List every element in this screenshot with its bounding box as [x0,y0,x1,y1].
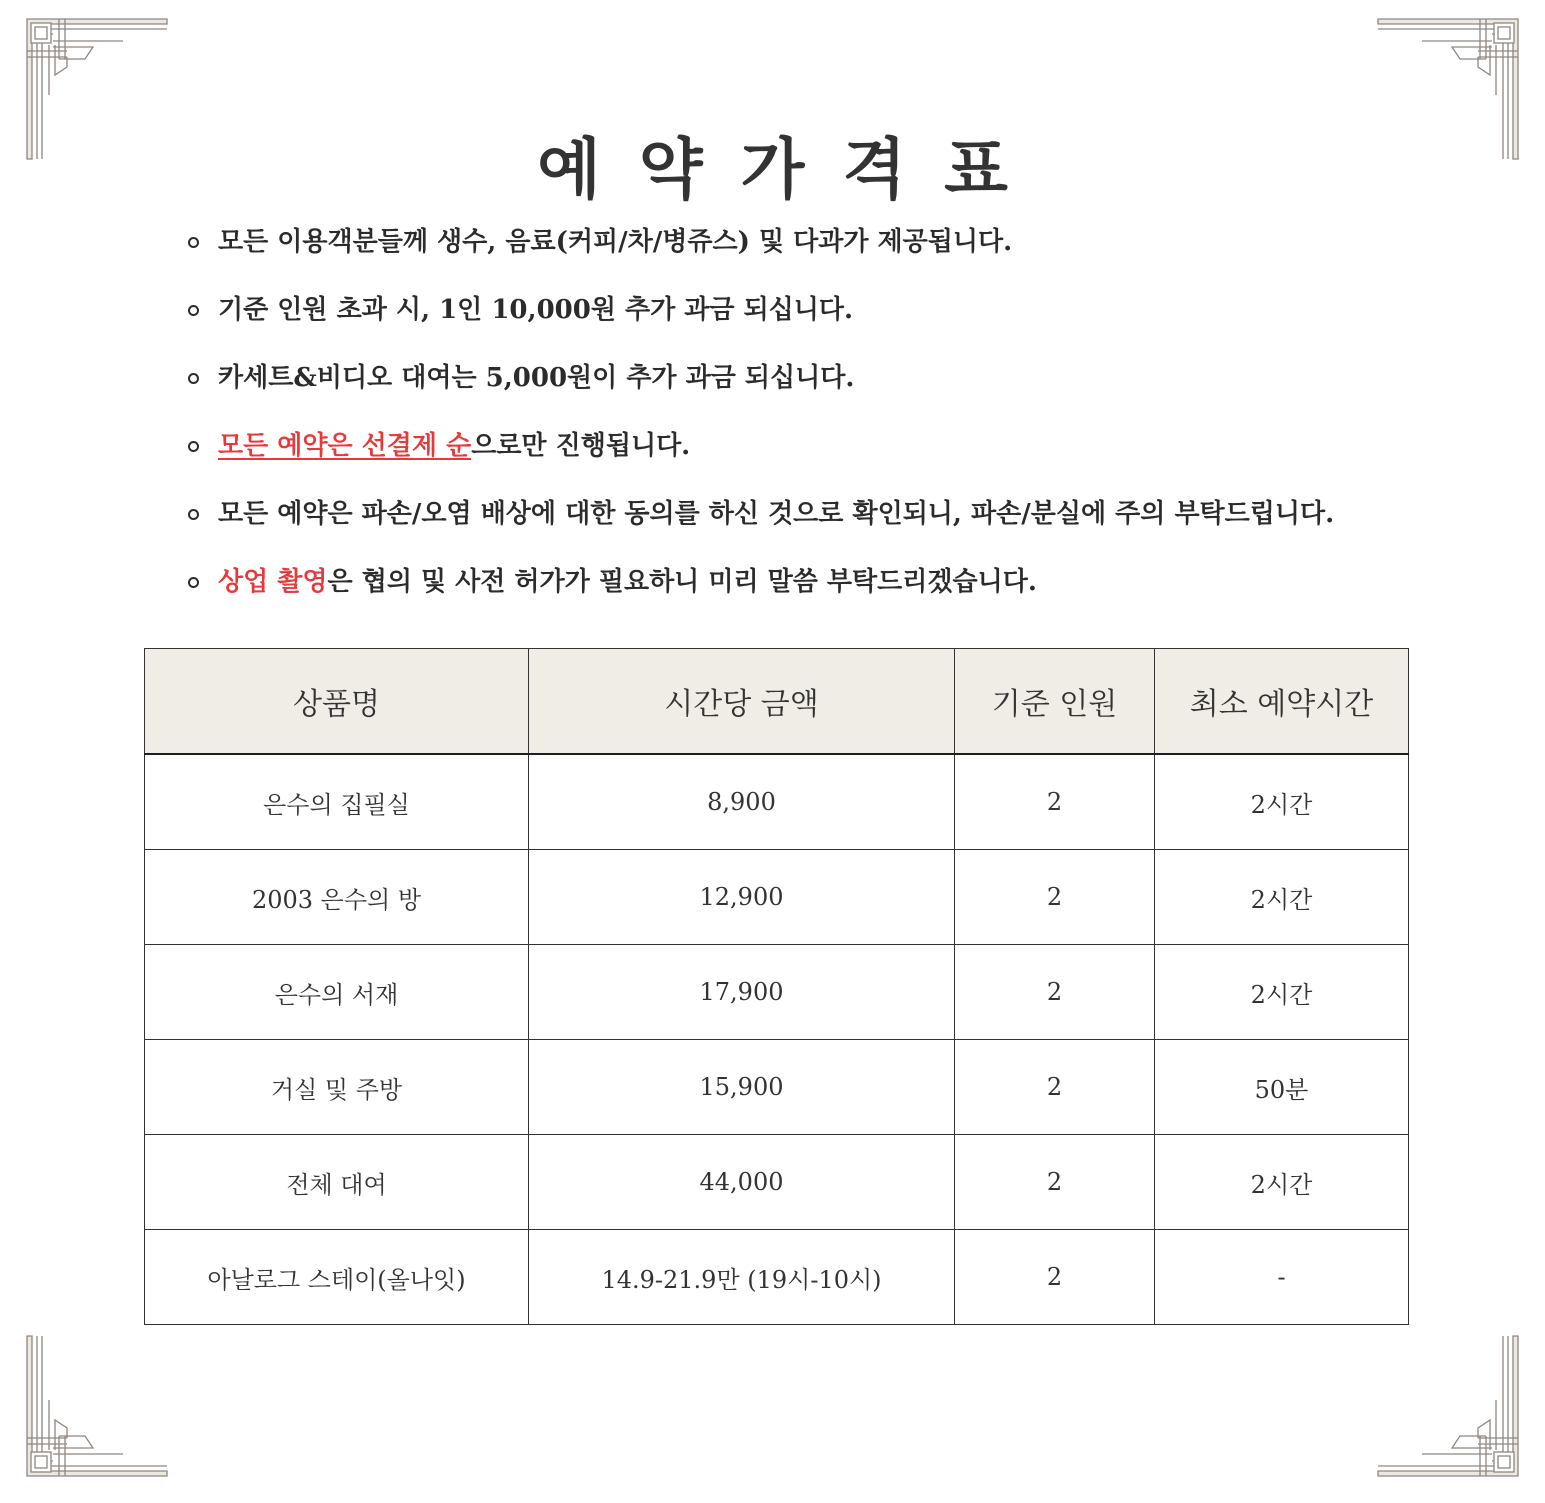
column-header-base-people: 기준 인원 [955,649,1155,755]
cell-people: 2 [955,1135,1155,1230]
notice-text: 카세트&비디오 대여는 5,000원이 추가 과금 되십니다. [218,363,855,393]
bullet-circle-icon [188,237,199,248]
table-header-row [145,649,1409,755]
cell-price: 12,900 [529,850,955,945]
cell-min-time: 2시간 [1155,1135,1409,1230]
page-title: 예약가격표 [537,131,1046,209]
cell-people: 2 [955,945,1155,1040]
notice-text: 은 협의 및 사전 허가가 필요하니 미리 말씀 부탁드리겠습니다. [327,567,1037,597]
table-row [145,754,1409,850]
bullet-circle-icon [188,577,199,588]
column-header-min-time: 최소 예약시간 [1155,649,1409,755]
price-table [144,648,1409,1325]
cell-min-time: - [1155,1230,1409,1325]
notice-text: 모든 예약은 파손/오염 배상에 대한 동의를 하신 것으로 확인되니, 파손/분실에 주의 부탁드립니다. [218,499,1335,529]
cell-people: 2 [955,1040,1155,1135]
cell-min-time: 50분 [1155,1040,1409,1135]
column-header-product: 상품명 [145,649,529,755]
cell-min-time: 2시간 [1155,945,1409,1040]
bullet-circle-icon [188,441,199,452]
cell-people: 2 [955,754,1155,850]
cell-price: 14.9-21.9만 (19시-10시) [529,1230,955,1325]
bullet-circle-icon [188,509,199,520]
corner-ornament-bottom-right [1377,1335,1522,1480]
notice-text: 으로만 진행됩니다. [471,431,691,461]
cell-people: 2 [955,850,1155,945]
corner-ornament-icon [23,1335,168,1480]
table-row [145,1230,1409,1325]
table-row [145,850,1409,945]
notice-item [185,422,1425,490]
column-header-hourly-price: 시간당 금액 [529,649,955,755]
cell-price: 44,000 [529,1135,955,1230]
table-row [145,1040,1409,1135]
corner-ornament-icon [1377,1335,1522,1480]
cell-product: 전체 대여 [145,1135,529,1230]
table-row [145,1135,1409,1230]
cell-product: 아날로그 스테이(올나잇) [145,1230,529,1325]
corner-ornament-bottom-left [23,1335,168,1480]
notice-item [185,558,1425,626]
cell-price: 8,900 [529,754,955,850]
notice-highlight-commercial: 상업 촬영 [218,567,328,597]
cell-min-time: 2시간 [1155,850,1409,945]
notice-text: 모든 이용객분들께 생수, 음료(커피/차/병쥬스) 및 다과가 제공됩니다. [218,227,1013,257]
table-row [145,945,1409,1040]
cell-product: 거실 및 주방 [145,1040,529,1135]
cell-product: 은수의 집필실 [145,754,529,850]
notice-item [185,286,1425,354]
cell-price: 15,900 [529,1040,955,1135]
cell-min-time: 2시간 [1155,754,1409,850]
notice-highlight-prepayment: 모든 예약은 선결제 순 [218,431,472,461]
cell-people: 2 [955,1230,1155,1325]
cell-product: 은수의 서재 [145,945,529,1040]
bullet-circle-icon [188,305,199,316]
notice-text: 기준 인원 초과 시, 1인 10,000원 추가 과금 되십니다. [218,295,854,325]
cell-price: 17,900 [529,945,955,1040]
bullet-circle-icon [188,373,199,384]
notice-item [185,490,1425,558]
notice-item [185,354,1425,422]
notice-item [185,218,1425,286]
cell-product: 2003 은수의 방 [145,850,529,945]
notice-list [185,218,1425,626]
